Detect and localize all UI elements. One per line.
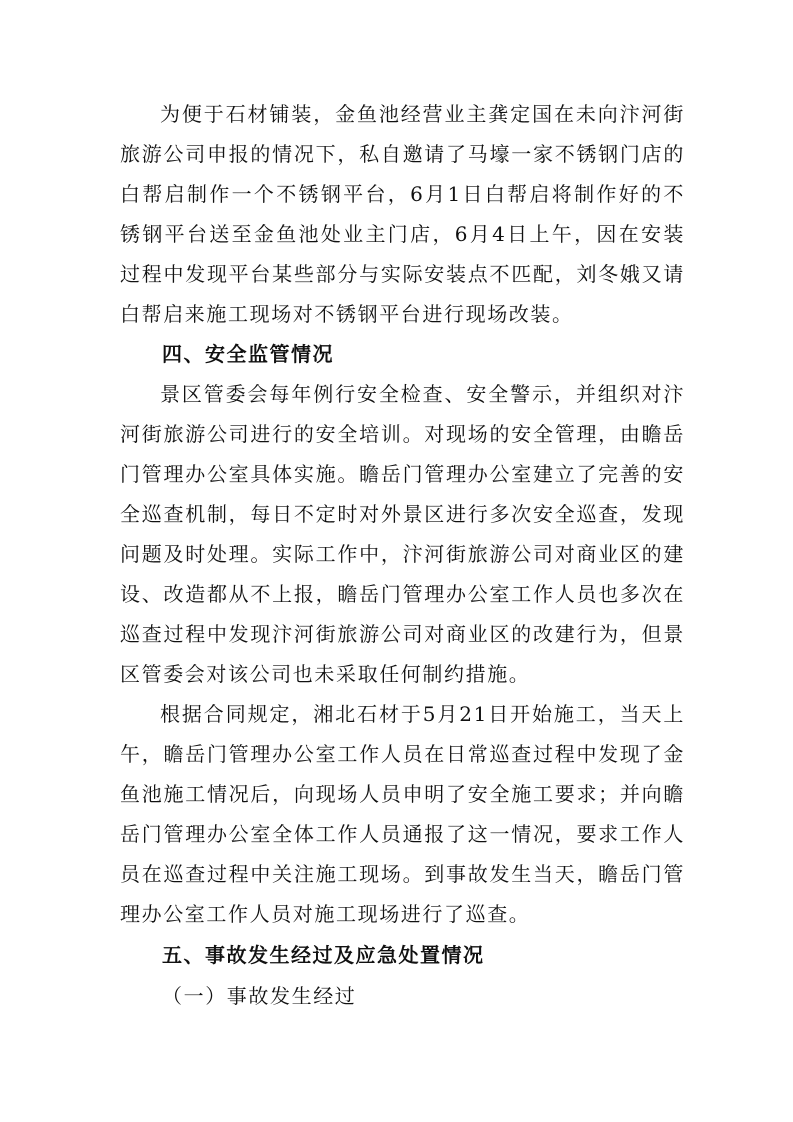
paragraph-management-committee: 景区管委会每年例行安全检查、安全警示，并组织对汴河街旅游公司进行的安全培训。对现场的安全管理，由瞻岳门管理办公室具体实施。瞻岳门管理办公室建立了完善的安全巡查机制，每日不定时对外景区进行多次安全巡查，发现问题及时处理。实际工作中，汴河街旅游公司对商业区的建设、改造都从不上报，瞻岳门管理办公室工作人员也多次在巡查过程中发现汴河街旅游公司对商业区的改建行为，但景区管委会对该公司也未采取任何制约措施。 (120, 382, 685, 686)
section-heading-accident-response: 五、事故发生经过及应急处置情况 (162, 943, 485, 967)
document-body (120, 94, 685, 1016)
paragraph-contract-construction: 根据合同规定，湘北石材于5月21日开始施工，当天上午，瞻岳门管理办公室工作人员在日常巡查过程中发现了金鱼池施工情况后，向现场人员申明了安全施工要求；并向瞻岳门管理办公室全体工作人员通报了这一情况，要求工作人员在巡查过程中关注施工现场。到事故发生当天，瞻岳门管理办公室工作人员对施工现场进行了巡查。 (120, 702, 685, 926)
paragraph-stainless-platform: 为便于石材铺装，金鱼池经营业主龚定国在未向汴河街旅游公司申报的情况下，私自邀请了马壕一家不锈钢门店的白帮启制作一个不锈钢平台，6月1日白帮启将制作好的不锈钢平台送至金鱼池处业主门店，6月4日上午，因在安装过程中发现平台某些部分与实际安装点不匹配，刘冬娥又请白帮启来施工现场对不锈钢平台进行现场改装。 (120, 102, 685, 326)
section-heading-safety-supervision: 四、安全监管情况 (162, 342, 334, 366)
subsection-heading-accident-process: （一）事故发生经过 (162, 984, 357, 1008)
